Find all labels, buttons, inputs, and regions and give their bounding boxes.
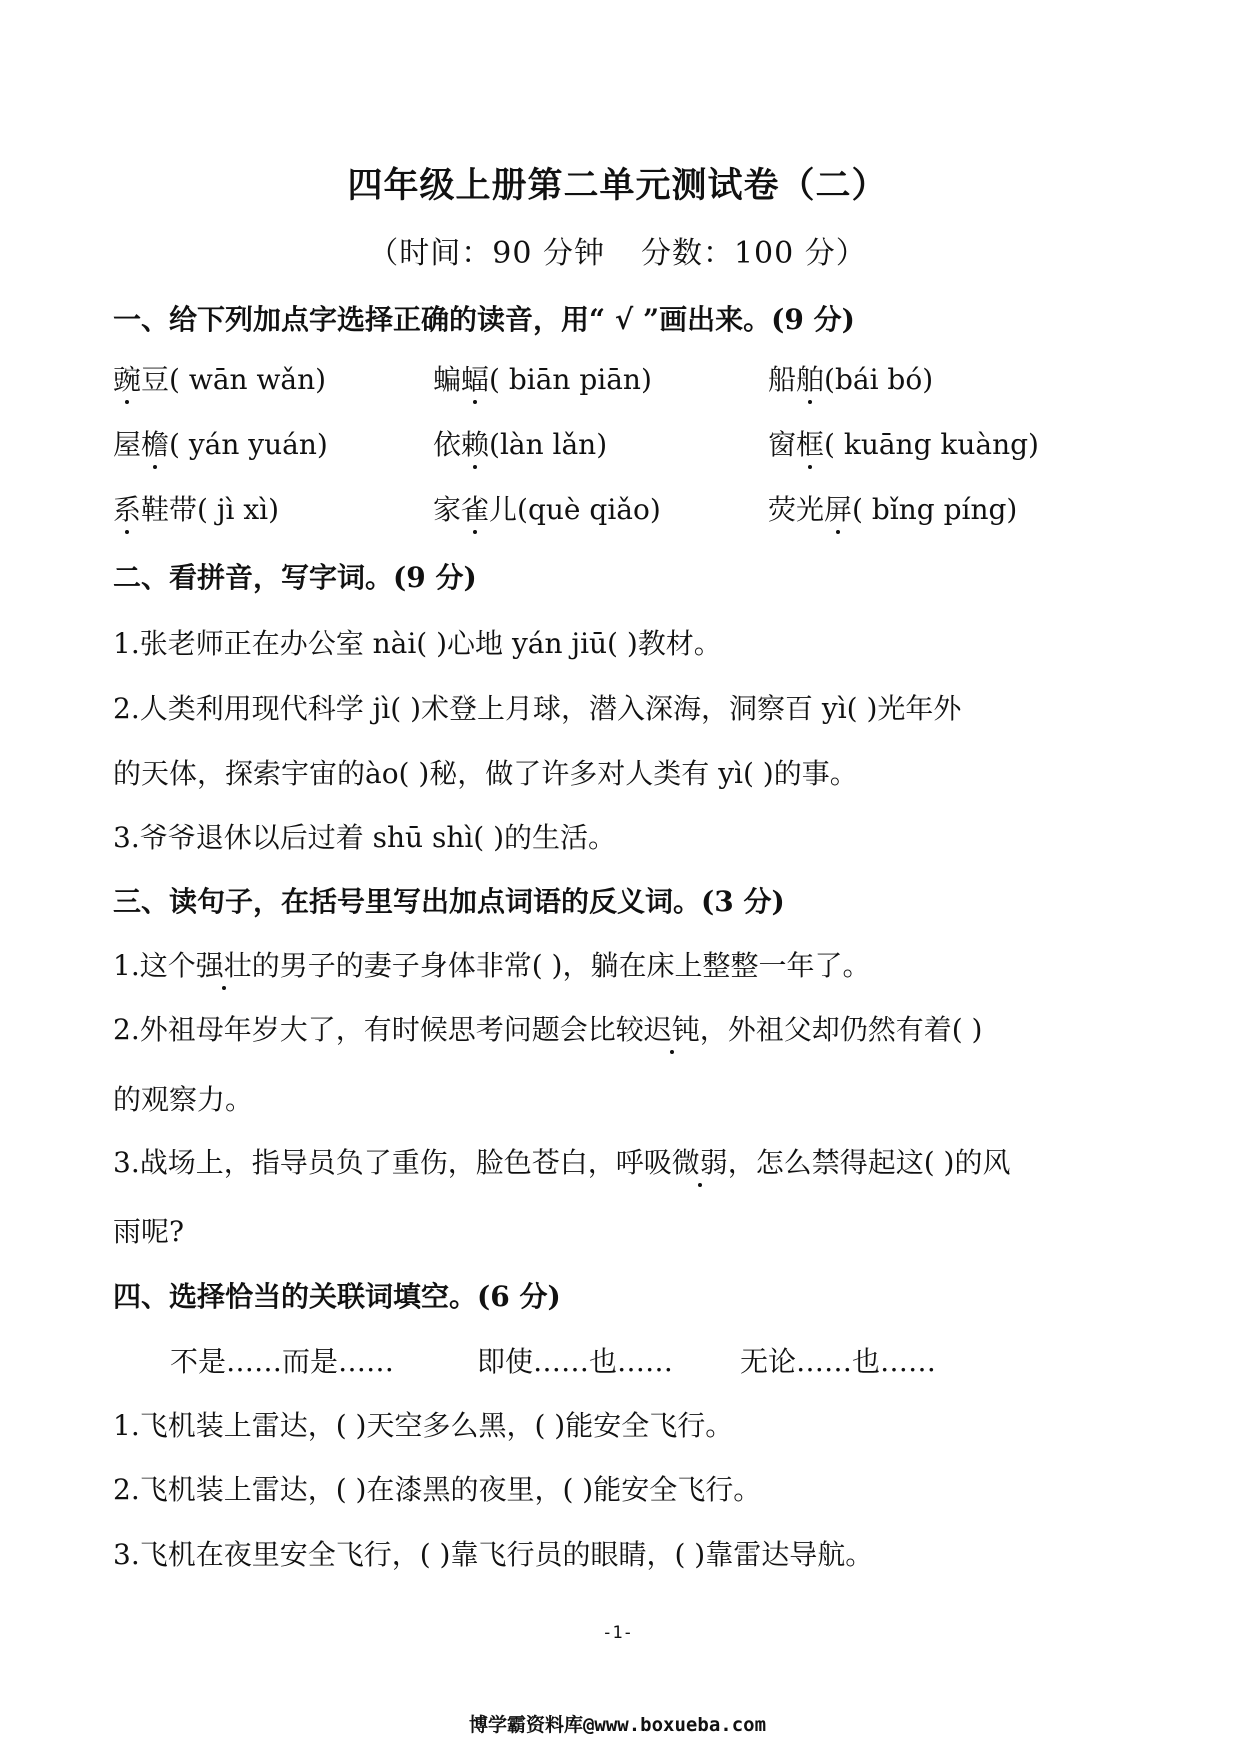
section4-heading: 四、选择恰当的关联词填空。(6 分) — [113, 1280, 561, 1313]
footer-watermark: 博学霸资料库@www.boxueba.com — [468, 1714, 767, 1736]
question-line: 2.人类利用现代科学 jì( )术登上月球，潜入深海，洞察百 yì( )光年外 — [113, 692, 962, 725]
question-line: 2.飞机装上雷达，( )在漆黑的夜里，( )能安全飞行。 — [113, 1473, 762, 1506]
pinyin-item: 屋檐( yán yuán) — [113, 423, 328, 463]
page-title: 四年级上册第二单元测试卷（二） — [347, 165, 888, 206]
page-number: -1- — [602, 1623, 633, 1643]
pinyin-item: 豌豆( wān wǎn) — [113, 358, 326, 398]
pinyin-item: 蝙蝠( biān piān) — [433, 358, 652, 398]
pinyin-item: 荧光屏( bǐng píng) — [768, 488, 1017, 528]
question-line: 3.战场上，指导员负了重伤，脸色苍白，呼吸微弱，怎么禁得起这( )的风 — [113, 1141, 1010, 1181]
question-line: 3.爷爷退休以后过着 shū shì( )的生活。 — [113, 821, 617, 854]
pinyin-item: 家雀儿(què qiǎo) — [433, 488, 661, 528]
section3-heading: 三、读句子，在括号里写出加点词语的反义词。(3 分) — [113, 885, 785, 918]
question-line: 的观察力。 — [113, 1083, 254, 1116]
pinyin-item: 窗框( kuāng kuàng) — [768, 423, 1039, 463]
section2-heading: 二、看拼音，写字词。(9 分) — [113, 561, 477, 594]
question-line: 1.这个强壮的男子的妻子身体非常( )，躺在床上整整一年了。 — [113, 944, 871, 984]
question-line: 1.张老师正在办公室 nài( )心地 yán jiū( )教材。 — [113, 627, 722, 660]
pinyin-item: 依赖(làn lǎn) — [433, 423, 607, 463]
pinyin-item: 船舶(bái bó) — [768, 358, 933, 398]
exam-info — [0, 228, 1235, 272]
score-info: 分数：100 分） — [640, 236, 867, 271]
pinyin-item: 系鞋带( jì xì) — [113, 488, 279, 528]
question-line: 1.飞机装上雷达，( )天空多么黑，( )能安全飞行。 — [113, 1409, 734, 1442]
section1-heading: 一、给下列加点字选择正确的读音，用“ √ ”画出来。(9 分) — [113, 303, 855, 336]
conjunction-option: 即使……也…… — [477, 1345, 674, 1378]
conjunction-option: 无论……也…… — [740, 1345, 937, 1378]
time-info: （时间：90 分钟 — [368, 236, 605, 271]
conjunction-option: 不是……而是…… — [170, 1345, 395, 1378]
question-line: 2.外祖母年岁大了，有时候思考问题会比较迟钝，外祖父却仍然有着( ) — [113, 1008, 982, 1048]
question-line: 雨呢? — [113, 1215, 185, 1248]
question-line: 3.飞机在夜里安全飞行，( )靠飞行员的眼睛，( )靠雷达导航。 — [113, 1538, 874, 1571]
question-line: 的天体，探索宇宙的ào( )秘，做了许多对人类有 yì( )的事。 — [113, 757, 858, 790]
